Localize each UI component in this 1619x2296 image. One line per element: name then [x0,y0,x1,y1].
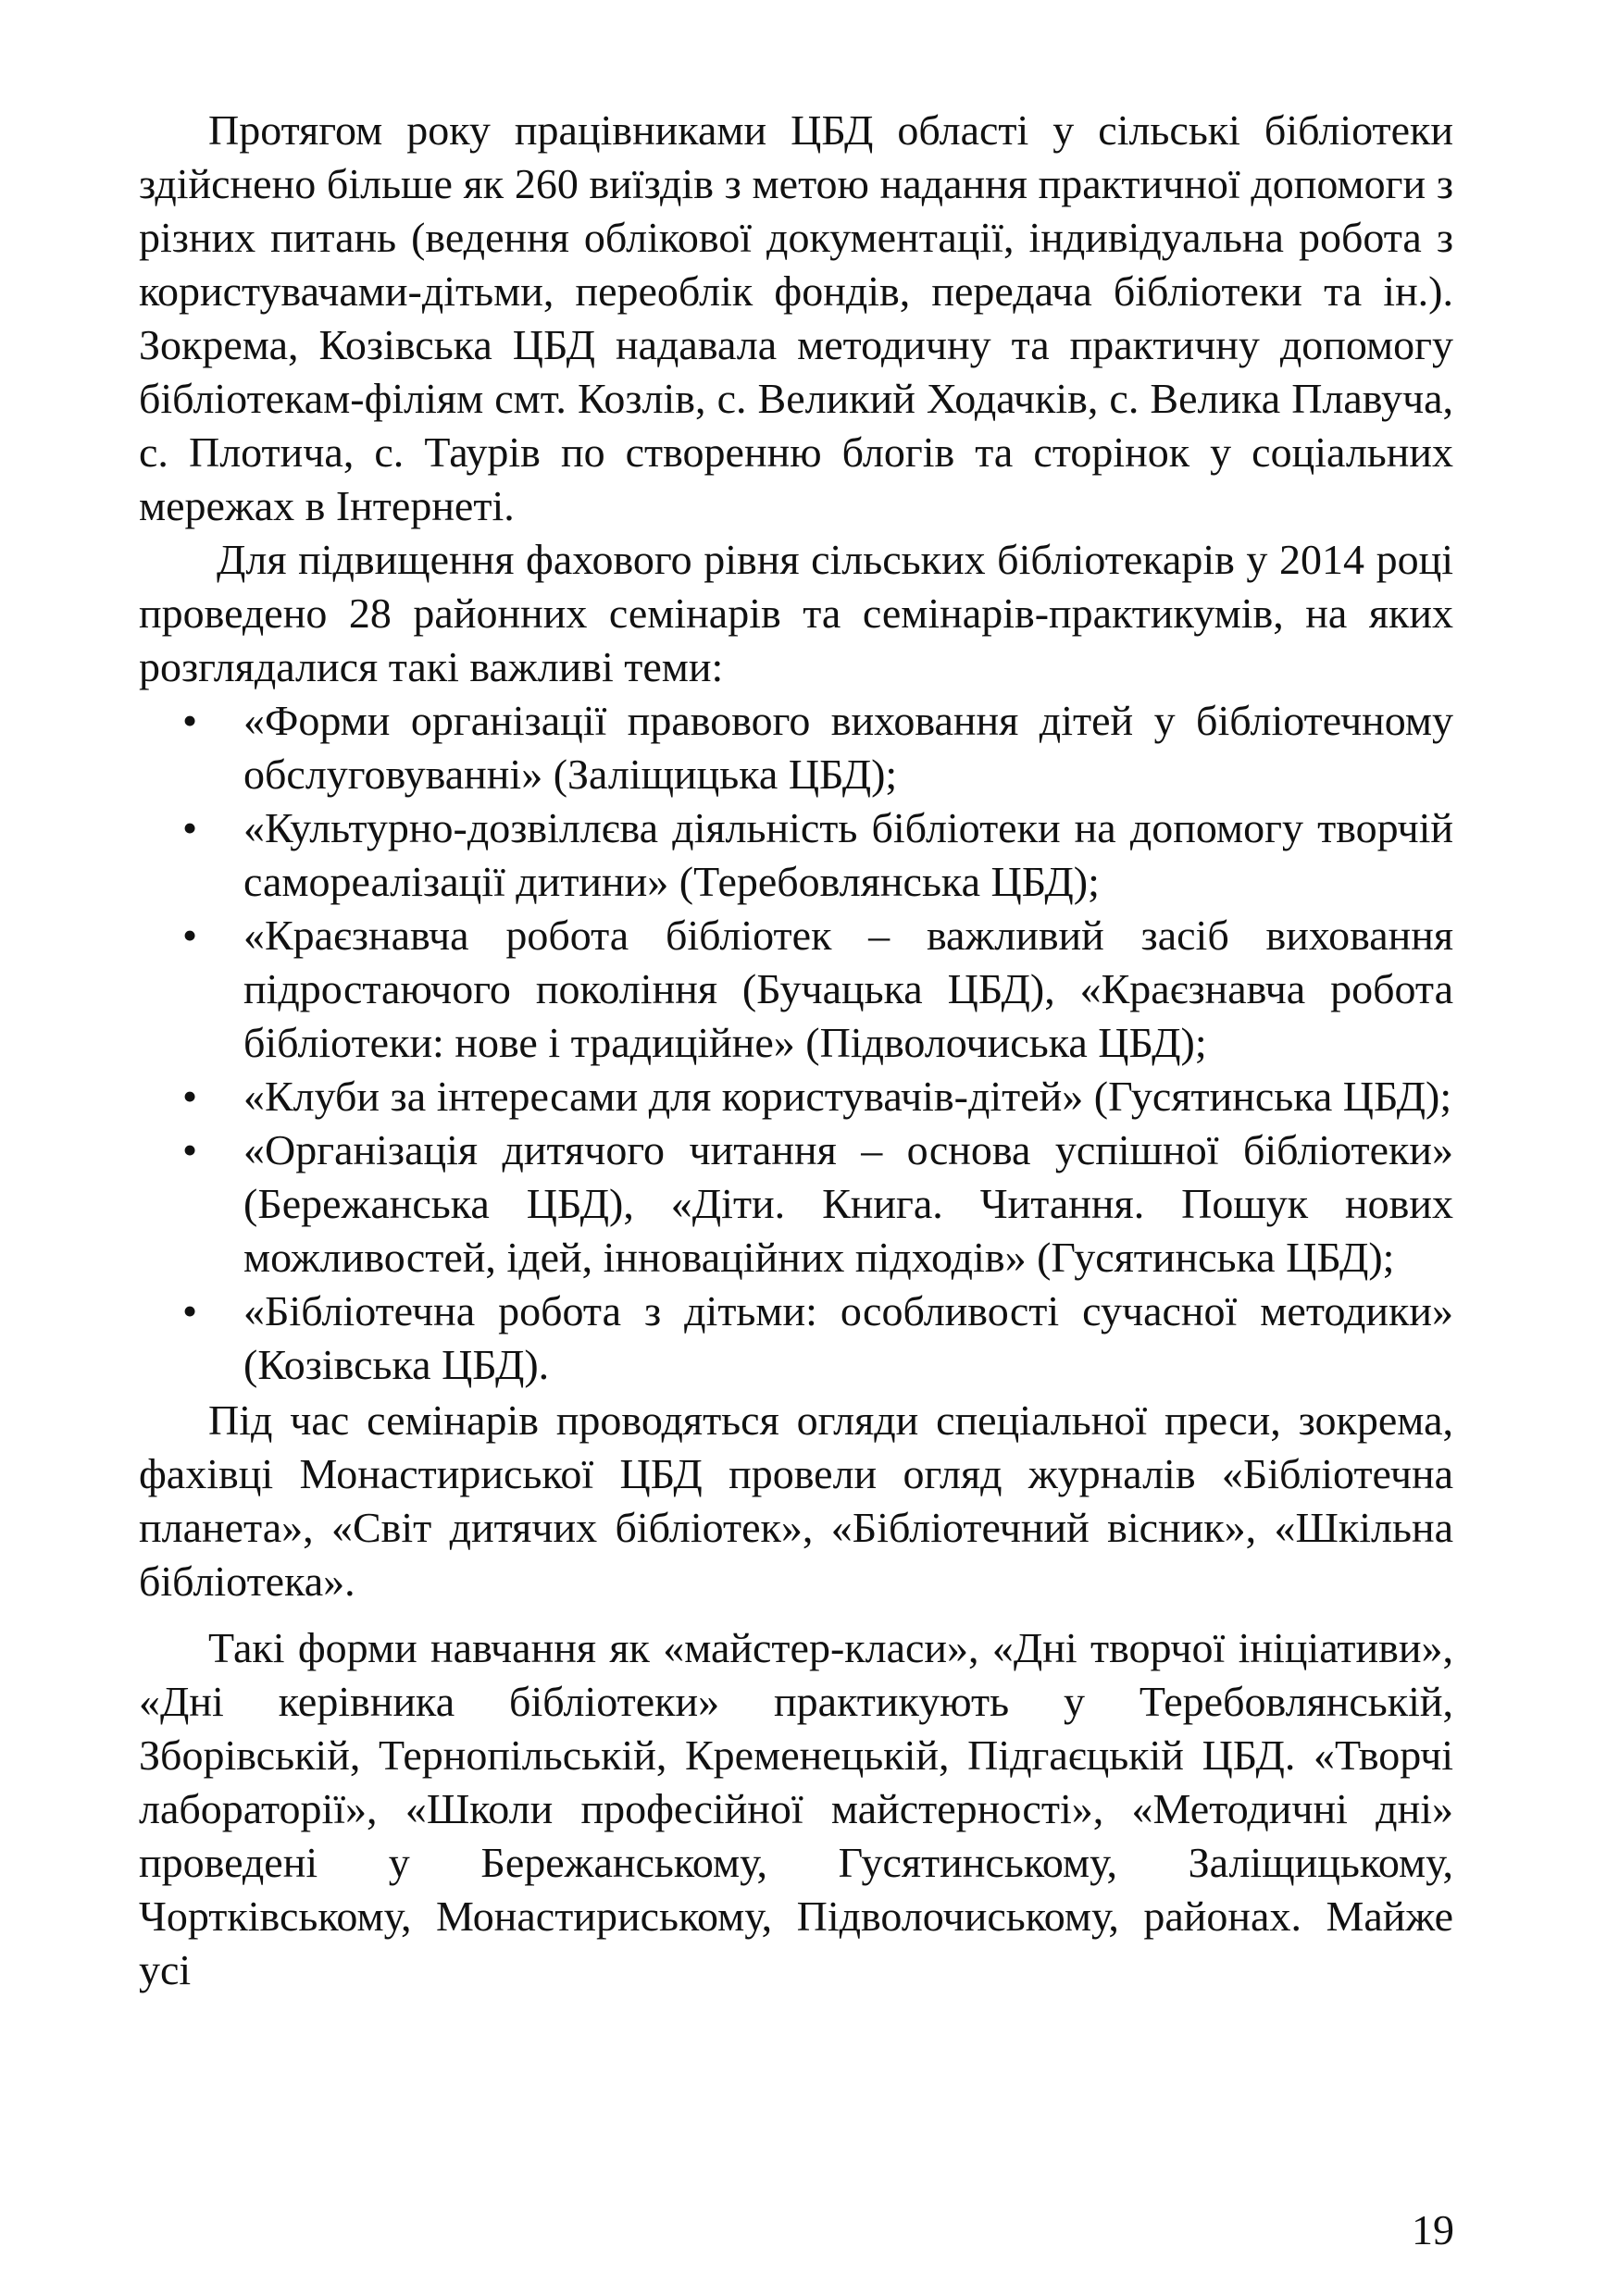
list-item-text: «Організація дитячого читання – основа успішної бібліотеки» (Бережанська ЦБД), «Діти. Книга. Читання. Пошук нових можливостей, ідей, інноваційних підходів» (Гусятинська ЦБД); [243,1126,1453,1281]
bullet-icon: • [181,697,198,744]
list-item [139,694,1453,801]
bullet-icon: • [181,804,198,851]
paragraph-training-forms: Такі форми навчання як «майстер-класи», «Дні творчої ініціативи», «Дні керівника бібліотеки» практикують у Теребовлянській, Зборівській, Тернопільській, Кременецькій, Підгаєцькій ЦБД. «Творчі лабораторії», «Школи професійної майстерності», «Методичні дні» проведені у Бережанському, Гусятинському, Заліщицькому, Чортківському, Монастириському, Підволочиському, районах. Майже усі [139,1624,1453,1993]
paragraph-seminars-intro: Для підвищення фахового рівня сільських бібліотекарів у 2014 році проведено 28 районних семінарів та семінарів-практикумів, на яких розглядалися такі важливі теми: [139,536,1453,690]
document-body [139,104,1453,1997]
list-item [139,1123,1453,1285]
list-item-text: «Культурно-дозвіллєва діяльність бібліотеки на допомогу творчій самореалізації дитини» (Теребовлянська ЦБД); [243,804,1453,905]
bullet-icon: • [181,1073,198,1120]
page-number: 19 [1412,2206,1454,2253]
bullet-icon: • [181,1126,198,1173]
bullet-icon: • [181,1287,198,1334]
list-item-text: «Краєзнавча робота бібліотек – важливий засіб виховання підростаючого покоління (Бучацька ЦБД), «Краєзнавча робота бібліотеки: нове і традиційне» (Підволочиська ЦБД); [243,912,1453,1066]
list-item [139,1070,1453,1123]
paragraph-trips: Протягом року працівниками ЦБД області у сільські бібліотеки здійснено більше як 260 виїздів з метою надання практичної допомоги з різних питань (ведення облікової документації, індивідуальна робота з користувачами-дітьми, переоблік фондів, передача бібліотеки та ін.). Зокрема, Козівська ЦБД надавала методичну та практичну допомогу бібліотекам-філіям смт. Козлів, с. Великий Ходачків, с. Велика Плавуча, с. Плотича, с. Таурів по створенню блогів та сторінок у соціальних мережах в Інтернеті. [139,106,1453,529]
list-item-text: «Форми організації правового виховання дітей у бібліотечному обслуговуванні» (Заліщицька ЦБД); [243,697,1453,798]
bullet-icon: • [181,912,198,959]
list-item [139,801,1453,909]
list-item [139,909,1453,1070]
list-item-text: «Клуби за інтересами для користувачів-дітей» (Гусятинська ЦБД); [243,1073,1452,1120]
list-item-text: «Бібліотечна робота з дітьми: особливості сучасної методики» (Козівська ЦБД). [243,1287,1453,1388]
paragraph-press-review: Під час семінарів проводяться огляди спеціальної преси, зокрема, фахівці Монастириської ЦБД провели огляд журналів «Бібліотечна планета», «Світ дитячих бібліотек», «Бібліотечний вісник», «Шкільна бібліотека». [139,1396,1453,1605]
list-item [139,1285,1453,1392]
seminar-topics-list [139,694,1453,1392]
